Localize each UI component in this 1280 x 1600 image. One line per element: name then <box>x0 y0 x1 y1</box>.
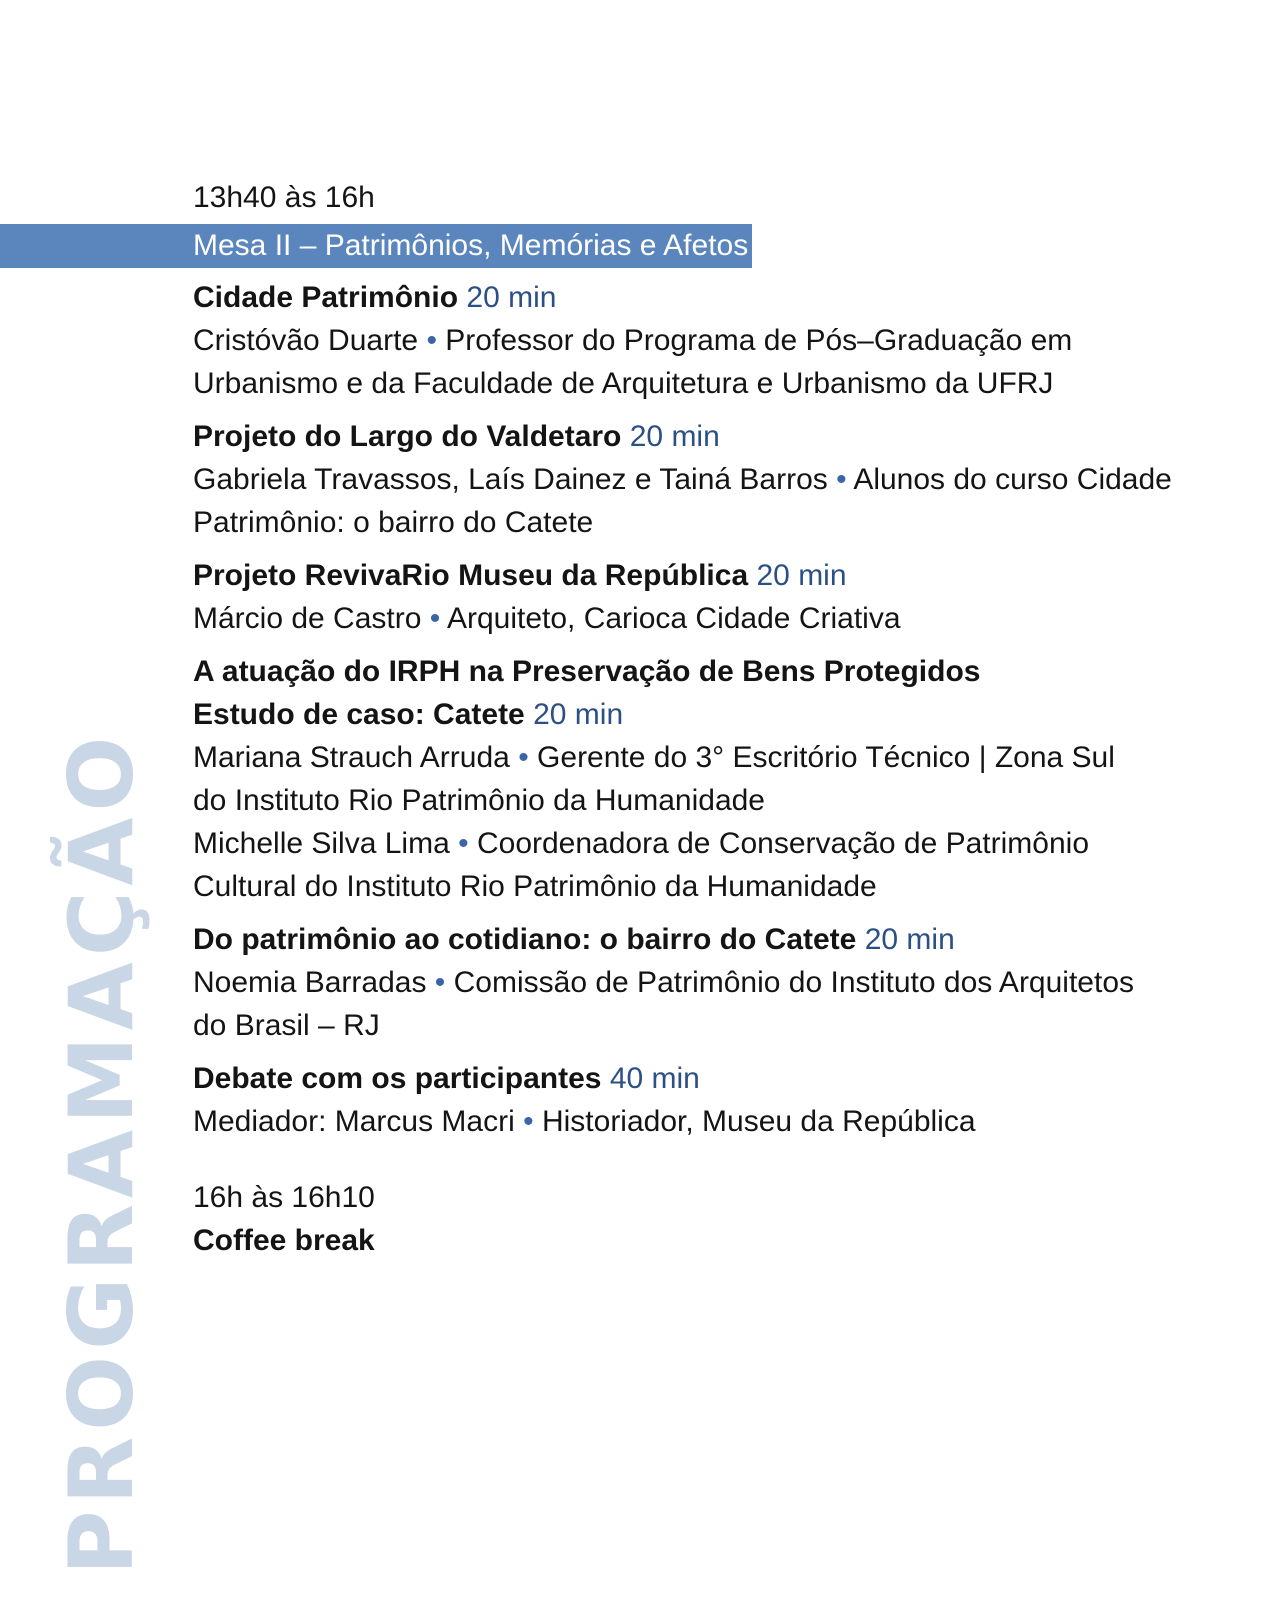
item-duration: 20 min <box>864 923 955 956</box>
item-duration: 20 min <box>466 281 557 314</box>
item-title: Debate com os participantes <box>193 1062 602 1095</box>
program-list <box>193 276 1193 1153</box>
break-title: Coffee break <box>193 1224 375 1257</box>
bullet-icon: • <box>426 324 437 357</box>
speaker-role: Alunos do curso Cidade <box>853 463 1172 496</box>
bullet-icon: • <box>434 966 446 999</box>
break-time: 16h às 16h10 <box>193 1181 375 1214</box>
item-title: Cidade Patrimônio <box>193 281 459 314</box>
speaker-role: Professor do Programa de Pós–Graduação em <box>445 324 1073 357</box>
item-title: Projeto RevivaRio Museu da República <box>193 559 749 592</box>
program-item <box>193 1057 1193 1143</box>
speaker-name: Gabriela Travassos, Laís Dainez e Tainá Barros <box>193 463 828 496</box>
coffee-break <box>193 1176 375 1262</box>
speaker-role: do Brasil – RJ <box>193 1009 380 1042</box>
program-item <box>193 650 1193 908</box>
item-duration: 40 min <box>609 1062 700 1095</box>
item-duration: 20 min <box>756 559 847 592</box>
speaker-name: Noemia Barradas <box>193 966 427 999</box>
speaker-role: Coordenadora de Conservação de Patrimônio <box>476 827 1090 860</box>
speaker-role: Arquiteto, Carioca Cidade Criativa <box>446 602 901 635</box>
program-item <box>193 918 1193 1047</box>
item-title: Do patrimônio ao cotidiano: o bairro do Catete <box>193 923 857 956</box>
speaker-role: do Instituto Rio Patrimônio da Humanidade <box>193 784 765 817</box>
bullet-icon: • <box>429 602 441 635</box>
item-title: Estudo de caso: Catete <box>193 698 525 731</box>
bullet-icon: • <box>523 1105 534 1138</box>
session-title: Mesa II – Patrimônios, Memórias e Afetos <box>193 229 749 262</box>
item-title-line: A atuação do IRPH na Preservação de Bens Protegidos <box>193 655 981 688</box>
bullet-icon: • <box>518 741 529 774</box>
bullet-icon: • <box>458 827 469 860</box>
speaker-name: Márcio de Castro <box>193 602 422 635</box>
item-duration: 20 min <box>629 420 720 453</box>
speaker-role: Cultural do Instituto Rio Patrimônio da Humanidade <box>193 870 877 903</box>
speaker-role: Gerente do 3° Escritório Técnico | Zona Sul <box>537 741 1115 774</box>
speaker-name: Mariana Strauch Arruda <box>193 741 510 774</box>
speaker-name: Michelle Silva Lima <box>193 827 450 860</box>
program-item <box>193 276 1193 405</box>
item-duration: 20 min <box>533 698 624 731</box>
program-item <box>193 415 1193 544</box>
speaker-name: Cristóvão Duarte <box>193 324 419 357</box>
program-item <box>193 554 1193 640</box>
bullet-icon: • <box>836 463 847 496</box>
speaker-name: Mediador: Marcus Macri <box>193 1105 515 1138</box>
speaker-role: Comissão de Patrimônio do Instituto dos Arquitetos <box>453 966 1135 999</box>
speaker-role: Patrimônio: o bairro do Catete <box>193 506 594 539</box>
item-title: Projeto do Largo do Valdetaro <box>193 420 622 453</box>
speaker-role: Historiador, Museu da República <box>541 1105 976 1138</box>
session-time: 13h40 às 16h <box>193 181 375 214</box>
speaker-role: Urbanismo e da Faculdade de Arquitetura e Urbanismo da UFRJ <box>193 367 1054 400</box>
side-title: PROGRAMAÇÃO <box>50 730 153 1575</box>
